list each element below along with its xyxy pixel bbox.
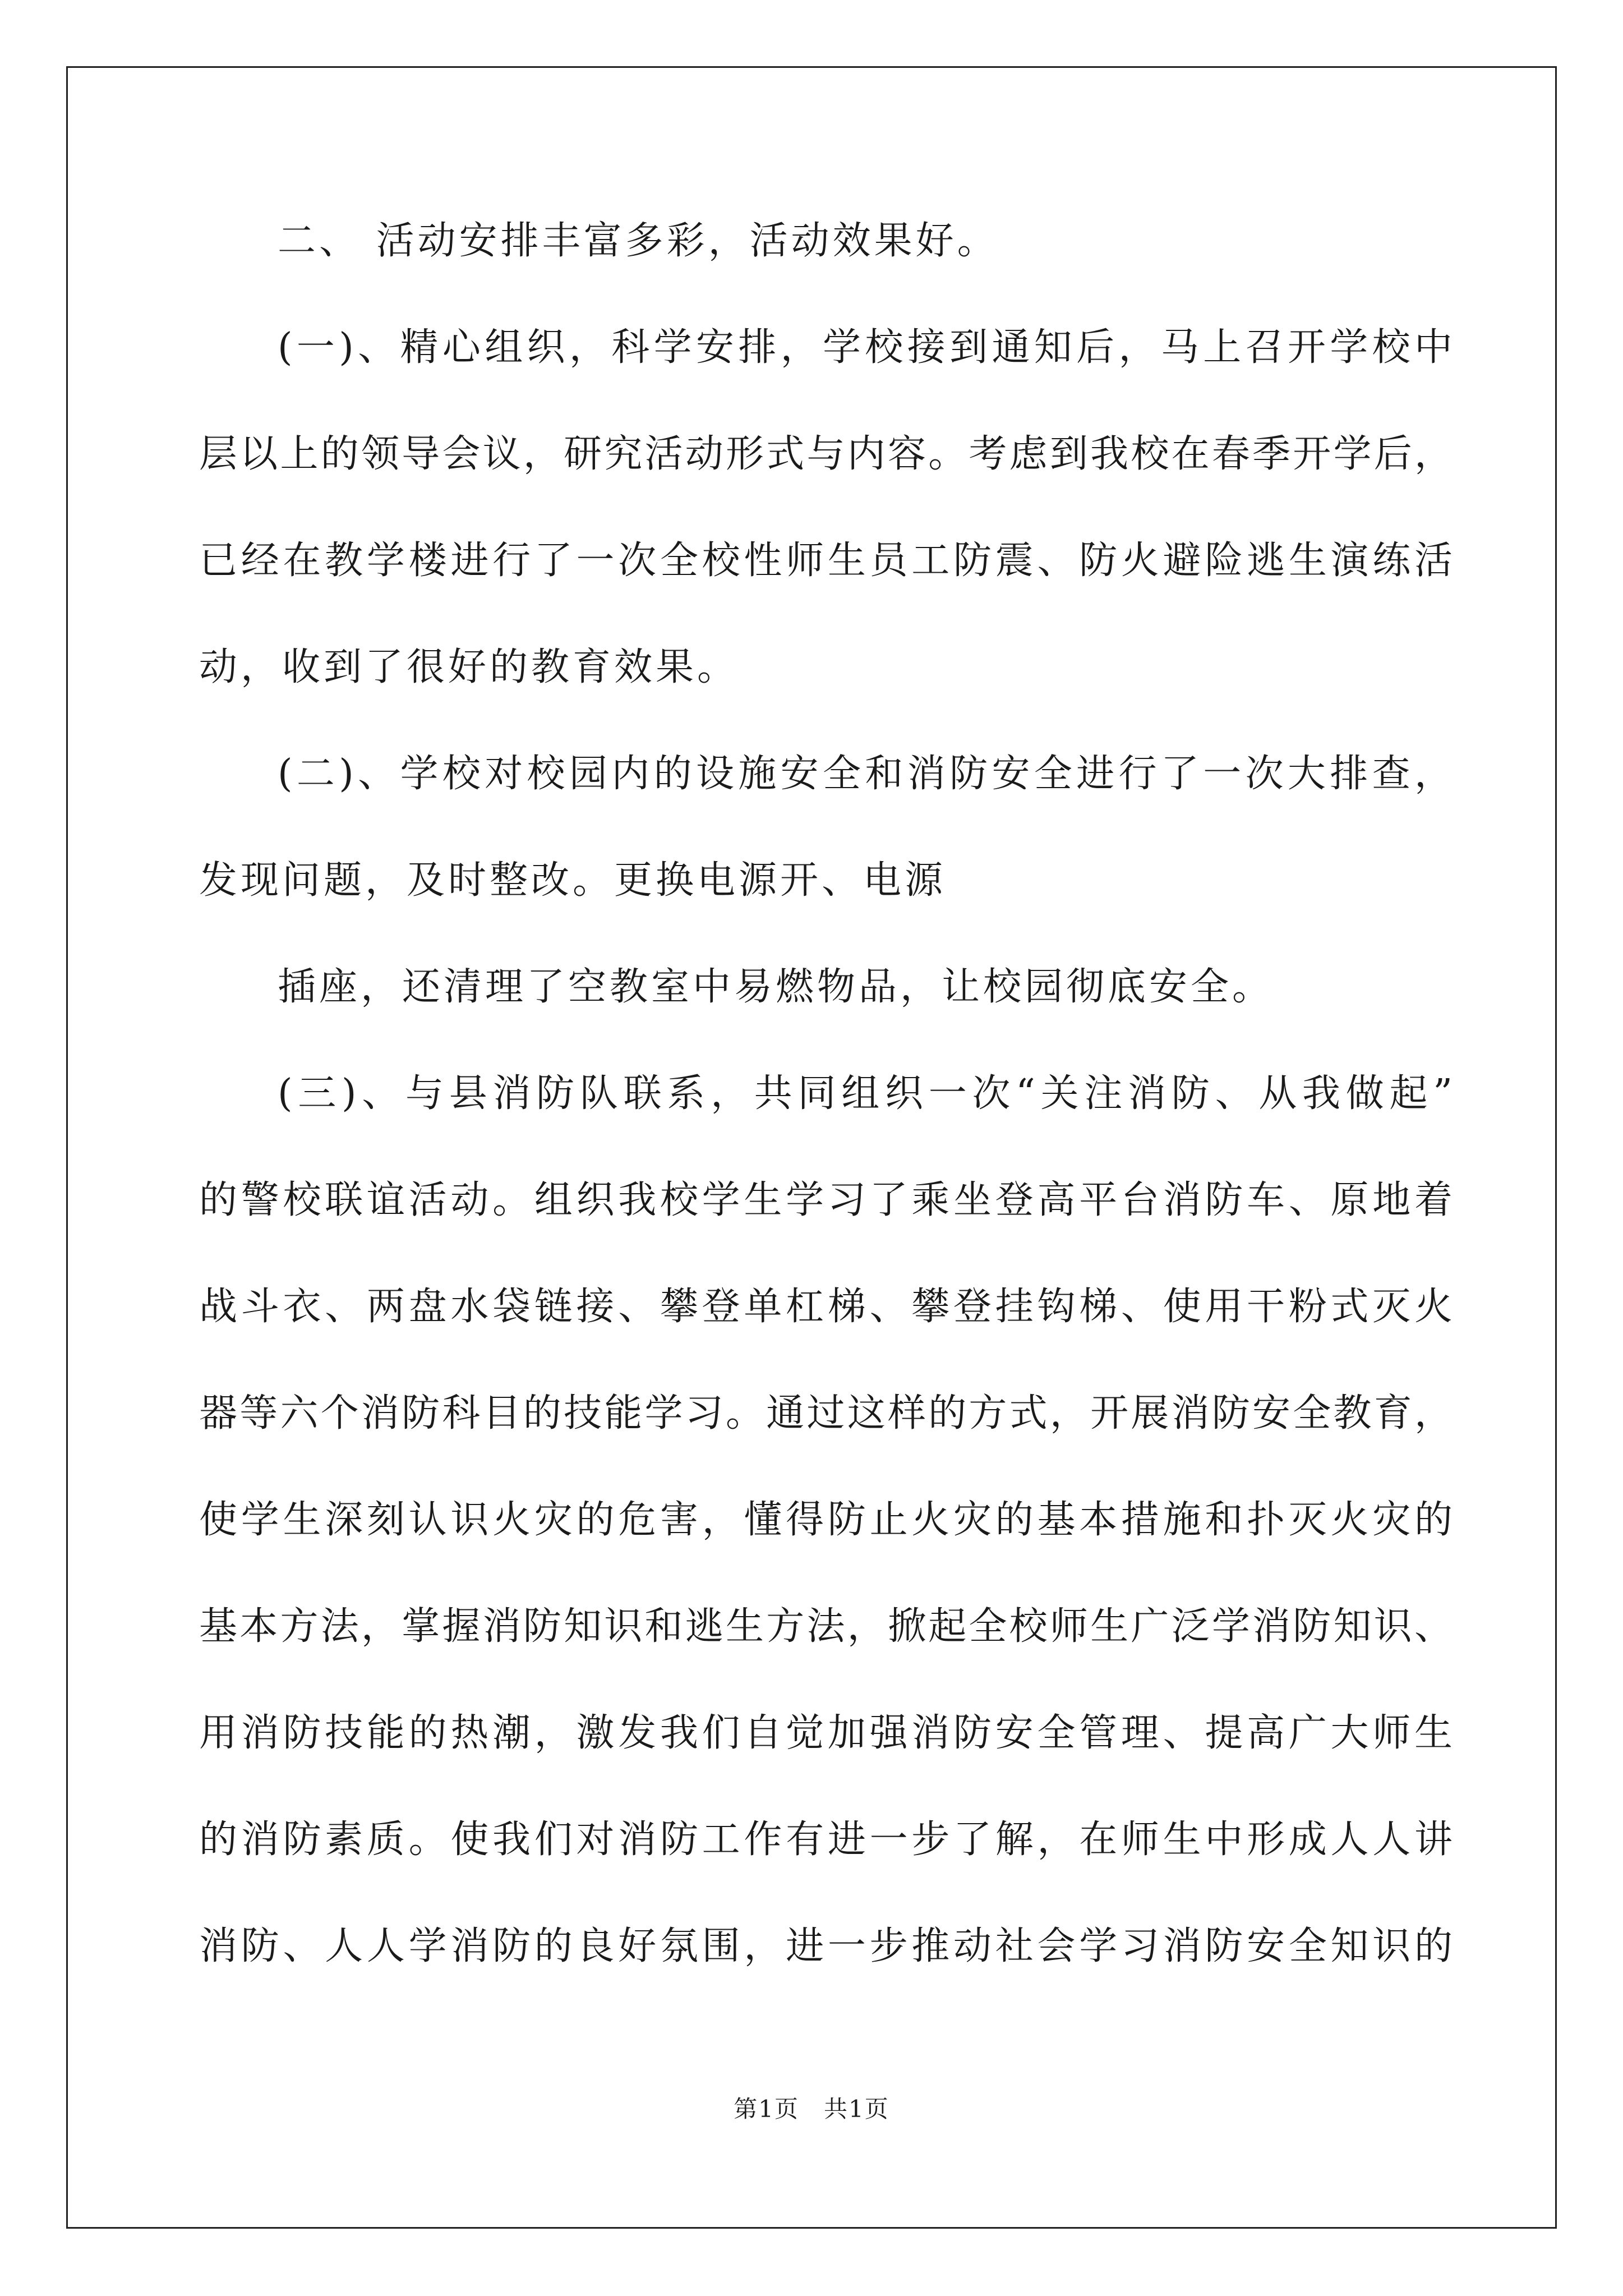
text-line: (二)、学校对校园内的设施安全和消防安全进行了一次大排查，	[278, 752, 1453, 796]
text-line: 器等六个消防科目的技能学习。通过这样的方式，开展消防安全教育，	[199, 1391, 1453, 1435]
text-line: 已经在教学楼进行了一次全校性师生员工防震、防火避险逃生演练活	[199, 539, 1453, 583]
page-border	[66, 66, 1557, 2229]
page-footer: 第1页 共1页	[734, 2095, 889, 2123]
text-line: 消防、人人学消防的良好氛围，进一步推动社会学习消防安全知识的	[199, 1924, 1453, 1968]
text-line: 用消防技能的热潮，激发我们自觉加强消防安全管理、提高广大师生	[199, 1711, 1453, 1755]
text-line: 发现问题，及时整改。更换电源开、电源	[199, 858, 947, 903]
text-line: 插座，还清理了空教室中易燃物品，让校园彻底安全。	[278, 965, 1274, 1009]
text-line: 层以上的领导会议，研究活动形式与内容。考虑到我校在春季开学后，	[199, 432, 1453, 476]
text-line: 的消防素质。使我们对消防工作有进一步了解，在师生中形成人人讲	[199, 1818, 1453, 1862]
text-line: 使学生深刻认识火灾的危害，懂得防止火灾的基本措施和扑灭火灾的	[199, 1498, 1453, 1542]
text-line: 的警校联谊活动。组织我校学生学习了乘坐登高平台消防车、原地着	[199, 1178, 1453, 1222]
text-line: 战斗衣、两盘水袋链接、攀登单杠梯、攀登挂钩梯、使用干粉式灭火	[199, 1285, 1453, 1329]
text-line: (一)、精心组织，科学安排，学校接到通知后，马上召开学校中	[278, 325, 1453, 370]
text-line: 基本方法，掌握消防知识和逃生方法，掀起全校师生广泛学消防知识、	[199, 1604, 1453, 1649]
text-line: 二、 活动安排丰富多彩，活动效果好。	[278, 219, 999, 263]
text-line: (三)、与县消防队联系，共同组织一次“关注消防、从我做起”	[278, 1071, 1453, 1116]
text-line: 动，收到了很好的教育效果。	[199, 645, 739, 689]
